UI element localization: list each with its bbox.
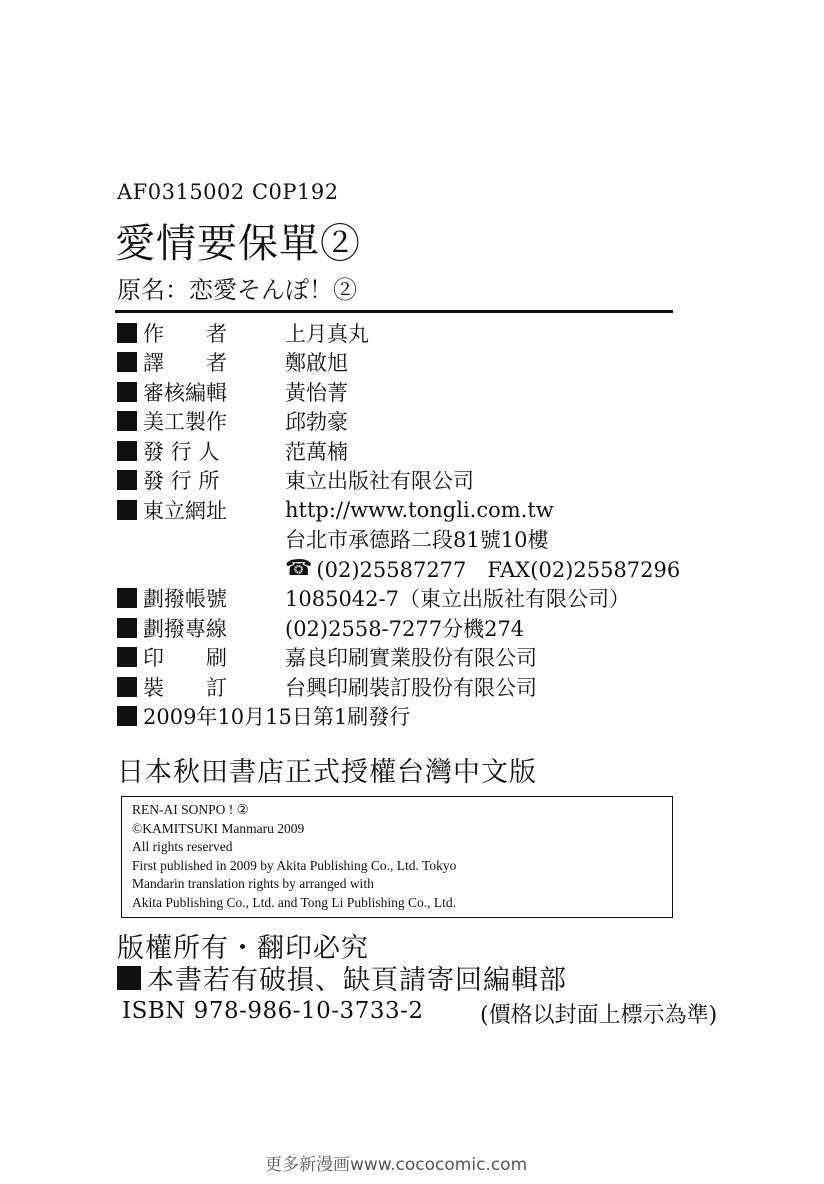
credit-row-editor (117, 377, 717, 407)
book-title: 愛情要保單② (115, 221, 361, 267)
credit-row-publisher (117, 436, 717, 466)
credit-label: 美工製作 (143, 410, 227, 435)
first-print-row (117, 702, 717, 732)
square-bullet-icon (117, 647, 137, 667)
credit-value: 鄭啟旭 (285, 351, 348, 376)
authorization-statement: 日本秋田書店正式授權台灣中文版 (117, 757, 537, 788)
square-bullet-icon (117, 618, 137, 638)
phone-fax: (02)25587277 FAX(02)25587296 (316, 557, 681, 582)
phone-icon: ☎ (285, 556, 313, 582)
credit-label: 發 行 所 (143, 469, 220, 494)
credit-row-art (117, 407, 717, 437)
square-bullet-icon (117, 352, 137, 372)
square-bullet-icon (117, 411, 137, 431)
square-bullet-icon (117, 323, 137, 343)
copyright-line: First published in 2009 by Akita Publishing Co., Ltd. Tokyo (132, 857, 457, 873)
credit-label: 劃撥帳號 (143, 587, 227, 612)
credit-value: 上月真丸 (285, 321, 369, 346)
rights-notice: 版權所有・翻印必究 (117, 933, 369, 964)
phone-row (117, 554, 717, 584)
square-bullet-icon (117, 500, 137, 520)
square-bullet-icon (117, 677, 137, 697)
copyright-line: Mandarin translation rights by arranged with (132, 876, 374, 891)
credit-row-printing (117, 643, 717, 673)
credit-value: 東立出版社有限公司 (285, 469, 474, 494)
product-code: AF0315002 C0P192 (117, 180, 339, 204)
credit-row-binding (117, 672, 717, 702)
copyright-line: REN-AI SONPO ! ② (132, 802, 249, 817)
credit-label: 東立網址 (143, 498, 227, 523)
copyright-line: Akita Publishing Co., Ltd. and Tong Li Publishing Co., Ltd. (132, 894, 456, 910)
credit-value: 台興印刷裝訂股份有限公司 (285, 675, 537, 700)
credit-label: 劃撥專線 (143, 616, 227, 641)
credit-label: 作 者 (143, 321, 227, 346)
credit-value: (02)2558-7277分機274 (285, 616, 525, 641)
credit-row-hotline (117, 613, 717, 643)
credit-value: 嘉良印刷實業股份有限公司 (285, 646, 537, 671)
credit-value: 范萬楠 (285, 439, 348, 464)
credit-row-account (117, 584, 717, 614)
square-bullet-icon (117, 382, 137, 402)
address-row (117, 525, 717, 555)
credits-list (117, 318, 717, 731)
credit-label: 印 刷 (143, 646, 227, 671)
credit-label: 譯 者 (143, 351, 227, 376)
square-bullet-icon (117, 966, 141, 990)
damage-notice (117, 958, 567, 997)
website-link[interactable]: http://www.tongli.com.tw (285, 497, 554, 522)
first-print-date: 2009年10月15日第1刷發行 (143, 705, 411, 730)
credit-value: 1085042-7（東立出版社有限公司） (285, 587, 630, 612)
square-bullet-icon (117, 470, 137, 490)
square-bullet-icon (117, 588, 137, 608)
credit-value: 邱勃豪 (285, 410, 348, 435)
watermark-footer: 更多新漫画www.cococomic.com (265, 1155, 528, 1175)
copyright-box (121, 796, 673, 918)
address: 台北市承德路二段81號10樓 (285, 528, 549, 553)
credit-value: 黃怡菁 (285, 380, 348, 405)
divider (115, 310, 673, 313)
credit-label: 裝 訂 (143, 675, 227, 700)
credit-row-publishing-house (117, 466, 717, 496)
price-note: (價格以封面上標示為準) (480, 1003, 718, 1028)
copyright-line: ©KAMITSUKI Manmaru 2009 (132, 820, 305, 836)
credit-row-translator (117, 348, 717, 378)
square-bullet-icon (117, 441, 137, 461)
credit-row-website (117, 495, 717, 525)
credit-label: 審核編輯 (143, 380, 227, 405)
damage-notice-text: 本書若有破損、缺頁請寄回編輯部 (147, 965, 567, 996)
original-title: 原名：恋愛そんぽ！② (117, 276, 357, 304)
copyright-line: All rights reserved (132, 839, 233, 854)
isbn: ISBN 978-986-10-3733-2 (122, 998, 424, 1024)
credit-label: 發 行 人 (143, 439, 220, 464)
square-bullet-icon (117, 706, 137, 726)
credit-row-author (117, 318, 717, 348)
